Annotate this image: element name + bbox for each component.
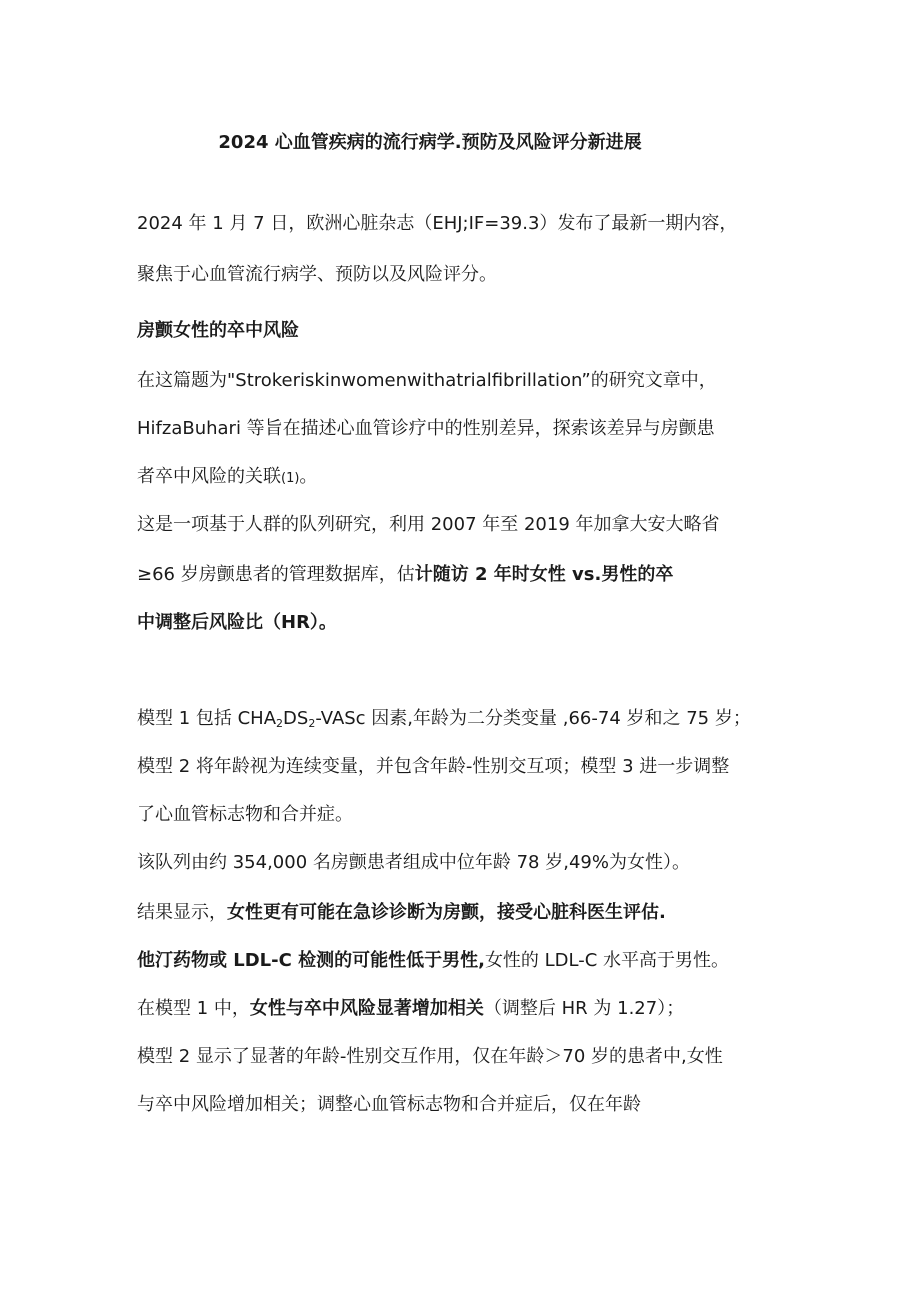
intro-line-2: 聚焦于心血管流行病学、预防以及风险评分。 — [137, 264, 497, 285]
subscript: 2 — [276, 717, 284, 730]
paragraph-line: 该队列由约 354,000 名房颤患者组成中位年龄 78 岁,49%为女性）。 — [137, 852, 690, 873]
emphasis-text: 计随访 2 年时女性 vs.男性的卒 — [414, 564, 674, 585]
paragraph-text: （调整后 HR 为 1.27）； — [483, 998, 685, 1019]
paragraph-text: 在模型 1 中， — [137, 998, 250, 1019]
paragraph-line — [137, 996, 684, 1022]
paragraph-line — [137, 562, 673, 588]
paragraph-line — [137, 706, 751, 732]
paragraph-line: HifzaBuhari 等旨在描述心血管诊疗中的性别差异，探索该差异与房颤患 — [137, 418, 715, 439]
paragraph-line: 模型 2 将年龄视为连续变量，并包含年龄-性别交互项；模型 3 进一步调整 — [137, 756, 730, 777]
paragraph-text: 。 — [299, 466, 318, 487]
paragraph-text: ≥66 岁房颤患者的管理数据库，估 — [137, 564, 415, 585]
paragraph-line: 模型 2 显示了显著的年龄-性别交互作用，仅在年龄＞70 岁的患者中,女性 — [137, 1046, 723, 1067]
paragraph-line — [137, 948, 729, 974]
paragraph-line — [137, 900, 666, 926]
section-heading: 房颤女性的卒中风险 — [137, 320, 299, 341]
paragraph-line: 与卒中风险增加相关；调整心血管标志物和合并症后，仅在年龄 — [137, 1094, 641, 1115]
emphasis-line: 中调整后风险比（HR）。 — [137, 612, 337, 633]
emphasis-text: 女性更有可能在急诊诊断为房颤，接受心脏科医生评估. — [227, 902, 666, 923]
paragraph-line: 了心血管标志物和合并症。 — [137, 804, 353, 825]
paragraph-text: 模型 1 包括 CHA — [137, 708, 277, 729]
subscript: 2 — [308, 717, 316, 730]
paragraph-text: -VASc 因素,年龄为二分类变量 ,66-74 岁和之 75 岁； — [315, 708, 751, 729]
paragraph-line: 在这篇题为"Strokeriskinwomenwithatrialfibrillation”的研究文章中， — [137, 370, 717, 391]
paragraph-text: 女性的 LDL-C 水平高于男性。 — [484, 950, 730, 971]
intro-line-1: 2024 年 1 月 7 日，欧洲心脏杂志（EHJ;IF=39.3）发布了最新一期内容， — [137, 213, 738, 234]
page-title: 2024 心血管疾病的流行病学.预防及风险评分新进展 — [218, 132, 642, 153]
paragraph-text: 结果显示， — [137, 902, 227, 923]
paragraph-line: 这是一项基于人群的队列研究，利用 2007 年至 2019 年加拿大安大略省 — [137, 514, 720, 535]
reference-marker: (1) — [281, 471, 300, 486]
paragraph-line — [137, 464, 317, 492]
paragraph-text: DS — [283, 708, 309, 729]
emphasis-text: 他汀药物或 LDL-C 检测的可能性低于男性, — [137, 950, 485, 971]
paragraph-text: 者卒中风险的关联 — [137, 466, 281, 487]
emphasis-text: 女性与卒中风险显著增加相关 — [249, 998, 484, 1019]
